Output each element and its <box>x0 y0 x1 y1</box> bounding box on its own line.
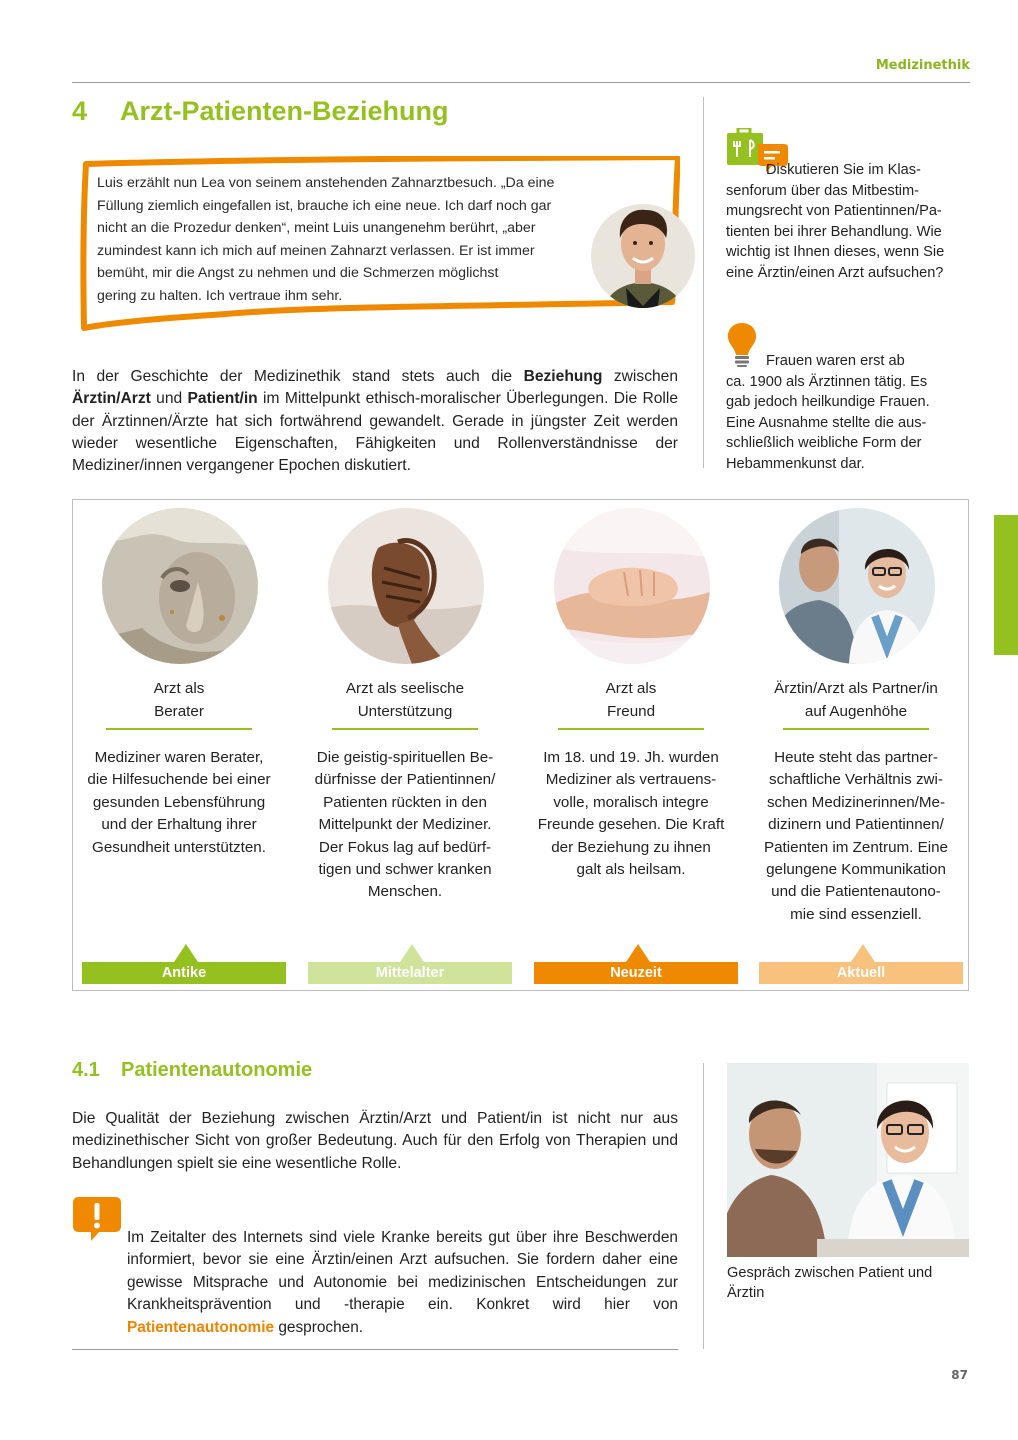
title-underline <box>106 728 252 730</box>
intro-text: im Mittelpunkt ethisch-moralischer Überlegungen. Die Rolle der Ärztinnen/Ärzte hat sich fortwährend gewandelt. Gerade in jüngster Zeit werden wieder wesentliche Eigenschaften, Fähigkeiten und Rollenverständnisse der Mediziner/innen vergangener Epochen diskutiert. <box>72 390 678 475</box>
fact-line: Eine Ausnahme stellte die aus- <box>726 414 927 431</box>
description-line: gesunden Lebensführung <box>92 793 266 811</box>
description-line: volle, moralisch integre <box>553 793 709 811</box>
era-pointer <box>626 944 650 962</box>
chapter-title: Arzt-Patienten-Beziehung <box>120 96 449 126</box>
intro-text: zwischen <box>602 368 679 385</box>
story-line: bemüht, mir die Angst zu nehmen und die Schmerzen möglichst <box>97 265 499 281</box>
description-line: schaftliche Verhältnis zwi- <box>769 771 943 789</box>
timeline-title-line: Berater <box>154 702 204 720</box>
discussion-line: Diskutieren Sie im Klas- <box>766 162 921 178</box>
timeline-column-neuzeit <box>528 500 734 990</box>
timeline-column-aktuell <box>753 500 959 990</box>
story-line: nicht an die Prozedur denken“, meint Luis unangenehm berührt, „aber <box>97 220 536 236</box>
discussion-task <box>726 160 970 283</box>
doctor-patient-image <box>779 508 935 664</box>
timeline-description <box>76 747 282 859</box>
intro-paragraph <box>72 366 678 477</box>
fact-box <box>726 351 970 474</box>
description-line: Mittelpunkt der Mediziner. <box>318 816 492 834</box>
description-line: dürfnisse der Patientinnen/ <box>314 771 496 789</box>
running-header: Medizinethik <box>875 58 970 73</box>
era-label <box>534 962 738 984</box>
title-underline <box>558 728 704 730</box>
note-body: Im Zeitalter des Internets sind viele Kranke bereits gut über ihre Beschwerden informiert, bevor sie eine Ärztin/einen Arzt aufsuchen. Sie fordern daher eine gewisse Mitsprache und Autonomie bei medizinischen Entscheidungen zur Krankheitsprävention und -therapie ein. Konkret wird hier von <box>127 1229 678 1314</box>
description-line: dizinern und Patientinnen/ <box>768 816 944 834</box>
timeline-title-line: auf Augenhöhe <box>804 702 908 720</box>
story-line: gering zu halten. Ich vertraue ihm sehr. <box>97 287 343 304</box>
description-line: Im 18. und 19. Jh. wurden <box>543 749 719 766</box>
header-rule <box>72 82 970 83</box>
column-divider-top <box>703 97 704 468</box>
description-line: Menschen. <box>367 883 443 901</box>
section-heading <box>72 1059 312 1082</box>
description-line: schen Medizinerinnen/Me- <box>766 793 946 811</box>
timeline-title <box>528 678 734 723</box>
timeline-title-line: Arzt als <box>605 680 657 697</box>
story-line: Füllung ziemlich eingefallen ist, brauche ich eine neue. Ich darf noch gar <box>97 197 552 214</box>
description-line: Patienten rückten in den <box>323 793 487 811</box>
era-name: Mittelalter <box>375 965 445 981</box>
era-name: Aktuell <box>836 965 886 981</box>
chapter-heading <box>72 96 449 127</box>
timeline-title <box>302 678 508 723</box>
keyword-patientenautonomie: Patientenautonomie <box>127 1318 275 1336</box>
chapter-tab <box>994 515 1018 655</box>
era-label <box>308 962 512 984</box>
consultation-photo <box>727 1063 969 1257</box>
era-pointer <box>400 944 424 962</box>
era-name: Antike <box>161 965 207 981</box>
timeline-title-line: Arzt als <box>153 680 205 697</box>
title-underline <box>783 728 929 730</box>
fact-line: gab jedoch heilkundige Frauen. <box>726 394 930 410</box>
statue-image <box>102 508 258 664</box>
discussion-line: senforum über das Mitbestim- <box>726 182 920 199</box>
era-label <box>82 962 286 984</box>
intro-text: und <box>150 390 188 408</box>
fact-line: ca. 1900 als Ärztinnen tätig. Es <box>726 373 928 390</box>
description-line: mie sind essenziell. <box>790 905 922 923</box>
timeline-description <box>753 747 959 926</box>
luis-portrait <box>590 188 696 324</box>
discussion-line: mungsrecht von Patientinnen/Pa- <box>726 203 942 219</box>
timeline-title <box>76 678 282 723</box>
timeline-title-line: Unterstützung <box>357 702 453 720</box>
exclamation-icon <box>73 1196 123 1242</box>
section-number: 4.1 <box>72 1059 100 1081</box>
photo-caption: Gespräch zwischen Patient und Ärztin <box>727 1265 933 1301</box>
section-title: Patientenautonomie <box>121 1059 313 1081</box>
holding-hands-image <box>554 508 710 664</box>
description-line: Heute steht das partner- <box>774 749 938 766</box>
story-text <box>97 172 583 307</box>
page-number: 87 <box>951 1368 968 1382</box>
column-divider-bottom <box>703 1063 704 1349</box>
chapter-number: 4 <box>72 96 88 126</box>
description-line: Patienten im Zentrum. Eine <box>763 838 949 856</box>
discussion-line: eine Ärztin/einen Arzt aufsuchen? <box>726 264 944 281</box>
timeline-box <box>72 499 969 991</box>
description-line: der Beziehung zu ihnen <box>551 838 711 856</box>
era-pointer <box>851 944 875 962</box>
description-line: Die geistig-spirituellen Be- <box>316 749 494 766</box>
section-paragraph: Die Qualität der Beziehung zwischen Ärztin/Arzt und Patient/in ist nicht nur aus medizinethischer Sicht von großer Bedeutung. Auch für den Erfolg von Therapien und Behandlungen spielt sie eine wesentliche Rolle. <box>72 1110 678 1172</box>
fact-line: Frauen waren erst ab <box>766 353 905 369</box>
era-pointer <box>174 944 198 962</box>
fact-line: schließlich weibliche Form der <box>726 435 922 451</box>
timeline-description <box>302 747 508 904</box>
description-line: Gesundheit unterstützten. <box>92 838 266 856</box>
praying-hands-image <box>328 508 484 664</box>
description-line: und die Patientenautono- <box>771 883 941 901</box>
description-line: Mediziner als vertrauens- <box>545 771 717 789</box>
timeline-column-antike <box>76 500 282 990</box>
description-line: Mediziner waren Berater, <box>94 749 264 766</box>
discussion-line: wichtig ist Ihnen dieses, wenn Sie <box>726 244 945 260</box>
description-line: galt als heilsam. <box>576 861 686 879</box>
intro-text: In der Geschichte der Medizinethik stand stets auch die <box>72 368 524 385</box>
era-label <box>759 962 963 984</box>
description-line: die Hilfesuchende bei einer <box>87 771 271 789</box>
timeline-column-mittelalter <box>302 500 508 990</box>
bottom-rule <box>72 1349 678 1350</box>
fact-line: Hebammenkunst dar. <box>726 455 865 472</box>
era-name: Neuzeit <box>610 965 662 981</box>
timeline-title-line: Ärztin/Arzt als Partner/in <box>774 680 938 697</box>
note-text <box>127 1227 678 1339</box>
discussion-line: tienten bei ihrer Behandlung. Wie <box>726 223 942 240</box>
description-line: gelungene Kommunikation <box>766 861 946 879</box>
story-line: zumindest kann ich mich auf meinen Zahnarzt verlassen. Er ist immer <box>97 242 535 259</box>
timeline-title-line: Freund <box>606 702 656 720</box>
title-underline <box>332 728 478 730</box>
term-patient: Patient/in <box>187 390 258 408</box>
story-line: Luis erzählt nun Lea von seinem anstehenden Zahnarztbesuch. „Da eine <box>97 175 555 191</box>
description-line: und der Erhaltung ihrer <box>101 816 257 834</box>
description-line: tigen und schwer kranken <box>318 861 492 879</box>
term-aerztin-arzt: Ärztin/Arzt <box>72 390 151 408</box>
description-line: Freunde gesehen. Die Kraft <box>537 816 725 834</box>
note-body: gesprochen. <box>274 1318 364 1336</box>
description-line: Der Fokus lag auf bedürf- <box>318 838 492 856</box>
timeline-title <box>753 678 959 723</box>
term-beziehung: Beziehung <box>523 368 603 385</box>
timeline-description <box>528 747 734 881</box>
timeline-title-line: Arzt als seelische <box>345 680 465 697</box>
